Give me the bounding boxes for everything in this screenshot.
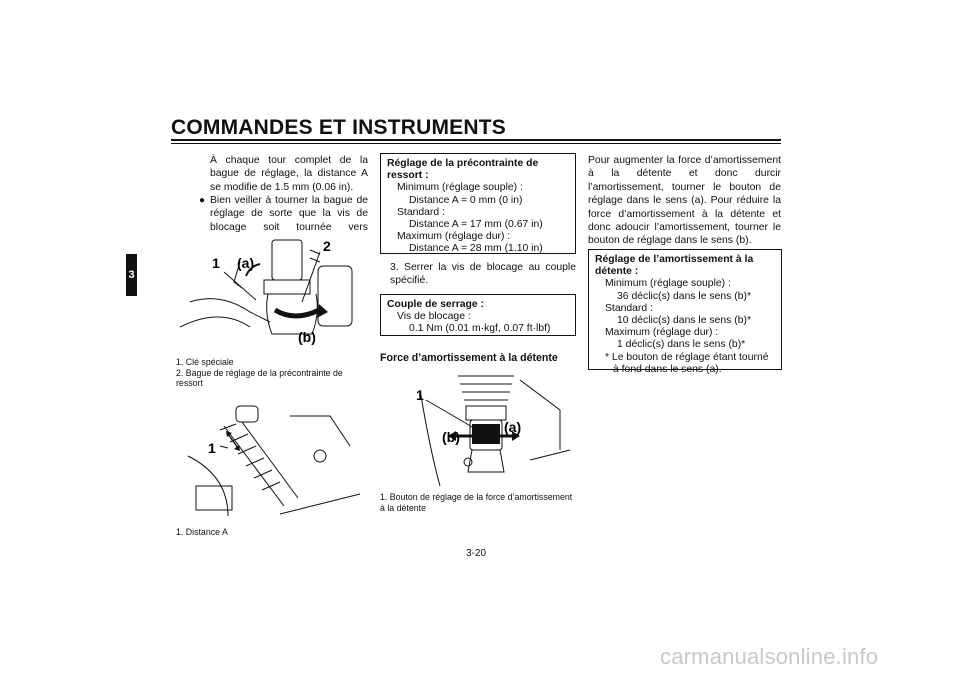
fig1-label-1: 1 bbox=[212, 255, 220, 271]
paragraph-distance: À chaque tour complet de la bague de réglage, la distance A se modifie de 1.5 mm (0.06 in). bbox=[210, 155, 368, 193]
fig1-label-a: (a) bbox=[237, 255, 255, 271]
step-3: 3. Serrer la vis de blocage au couple spécifié. bbox=[390, 262, 576, 287]
fig1-label-2: 2 bbox=[323, 238, 331, 254]
spec-box-torque bbox=[380, 294, 576, 336]
bullet-icon: ● bbox=[199, 195, 206, 206]
chapter-tab: 3 bbox=[126, 254, 137, 296]
fig1-label-b: (b) bbox=[298, 329, 316, 345]
spec-line: Distance A = 28 mm (1.10 in) bbox=[409, 243, 543, 255]
spec-line: Minimum (réglage souple) : bbox=[605, 278, 731, 290]
figure-distance-a bbox=[180, 396, 370, 524]
watermark: carmanualsonline.info bbox=[660, 644, 879, 669]
fig2-label-1: 1 bbox=[208, 440, 216, 456]
fig3-label-1: 1 bbox=[416, 387, 424, 403]
spec-box-torque-heading: Couple de serrage : bbox=[387, 299, 485, 310]
spec-line: Distance A = 0 mm (0 in) bbox=[409, 194, 523, 206]
spec-line: Standard : bbox=[605, 302, 653, 314]
spec-line: 1 déclic(s) dans le sens (b)* bbox=[617, 339, 746, 351]
spec-box-preload bbox=[380, 153, 576, 254]
spec-line: Standard : bbox=[397, 206, 445, 218]
spec-line: Maximum (réglage dur) : bbox=[605, 327, 719, 339]
spec-line: Vis de blocage : bbox=[397, 311, 471, 323]
page-title: COMMANDES ET INSTRUMENTS bbox=[171, 116, 506, 139]
spec-box-preload-heading: Réglage de la précontrainte de ressort : bbox=[387, 158, 539, 182]
page-number: 3-20 bbox=[466, 548, 487, 559]
spec-line: Maximum (réglage dur) : bbox=[397, 231, 511, 243]
spec-line: Minimum (réglage souple) : bbox=[397, 182, 523, 194]
spec-note: * Le bouton de réglage étant tourné à fond dans le sens (a). bbox=[605, 351, 769, 375]
fig3-label-a: (a) bbox=[504, 419, 522, 435]
spec-line: 36 déclic(s) dans le sens (b)* bbox=[617, 290, 751, 302]
spec-line: 0.1 Nm (0.01 m·kgf, 0.07 ft·lbf) bbox=[409, 323, 551, 335]
section-heading-rebound: Force d’amortissement à la détente bbox=[380, 352, 558, 364]
figure-rebound-knob bbox=[380, 370, 576, 488]
header-rule bbox=[171, 139, 781, 141]
bullet-text: Bien veiller à tourner la bague de réglage de sorte que la vis de blocage soit tournée vers l’extérieur. bbox=[210, 195, 368, 247]
spec-box-rebound bbox=[588, 249, 782, 375]
fig1-caption-item-1: 1. Clé spéciale bbox=[176, 357, 234, 367]
fig1-caption bbox=[176, 357, 368, 389]
spec-line: Distance A = 17 mm (0.67 in) bbox=[409, 219, 543, 231]
spec-line: 10 déclic(s) dans le sens (b)* bbox=[617, 315, 751, 327]
fig3-caption: 1. Bouton de réglage de la force d’amortissement à la détente bbox=[380, 492, 573, 513]
paragraph-rebound: Pour augmenter la force d’amortissement à la détente et donc durcir l’amortissement, tourner le bouton de réglage dans le sens (a). Pour réduire la force d’amortissement à la détente et donc adoucir l’amortissement, tourner le bouton de réglage dans le sens (b). bbox=[588, 155, 781, 247]
fig3-label-b: (b) bbox=[442, 429, 460, 445]
header-rule-thin bbox=[171, 143, 781, 144]
figure-special-wrench bbox=[180, 232, 370, 354]
spec-box-rebound-heading: Réglage de l’amortissement à la détente : bbox=[595, 254, 754, 278]
fig2-caption: 1. Distance A bbox=[176, 527, 228, 537]
fig1-caption-item-2: 2. Bague de réglage de la précontrainte de ressort bbox=[176, 367, 343, 389]
